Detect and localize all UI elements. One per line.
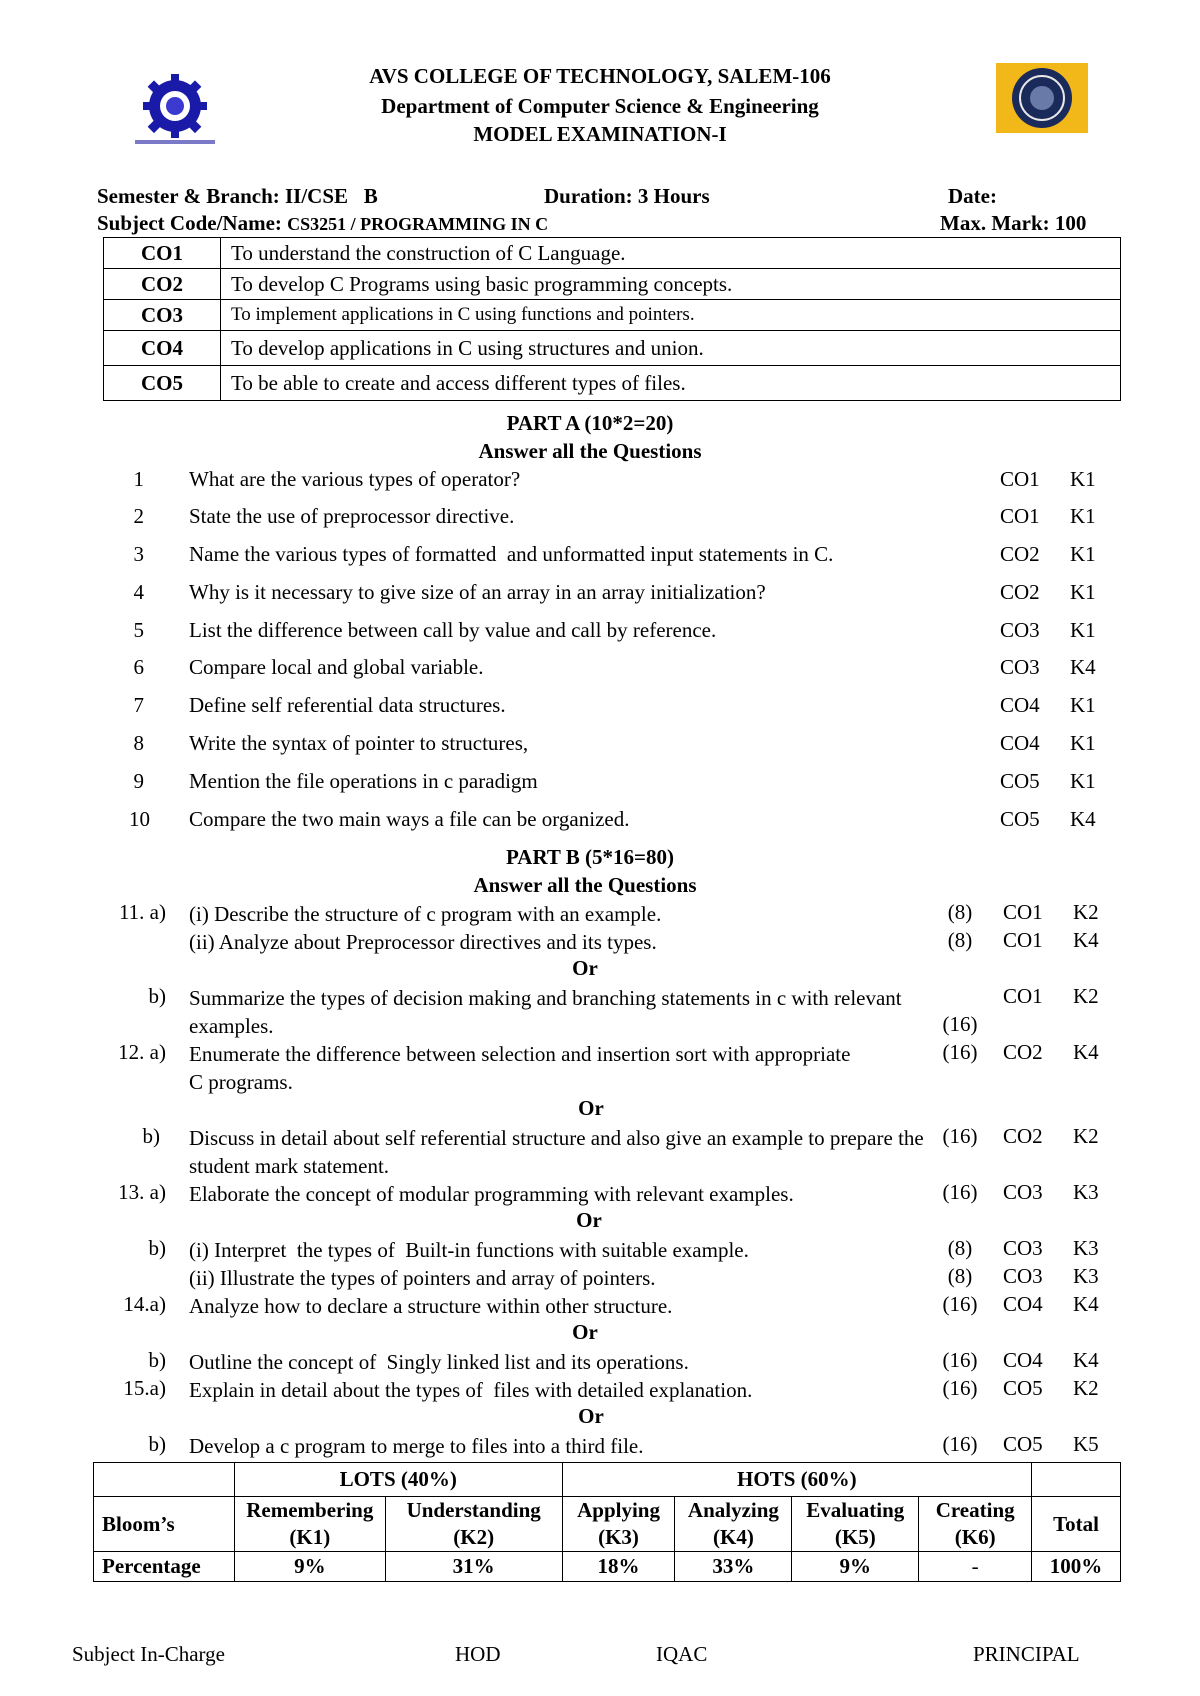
co-text: To implement applications in C using functions and pointers. (221, 300, 1121, 331)
question-k: K4 (1073, 928, 1099, 952)
question-text: Write the syntax of pointer to structures, (189, 731, 529, 755)
co-text: To develop C Programs using basic programming concepts. (221, 269, 1121, 300)
question-marks: (8) (947, 1264, 973, 1288)
co-text: To develop applications in C using structures and union. (221, 331, 1121, 366)
question-co: CO1 (1000, 467, 1040, 491)
question-marks: (16) (942, 1124, 978, 1148)
question-k: K1 (1070, 731, 1096, 755)
question-number: b) (148, 1432, 166, 1456)
or-separator: Or (572, 956, 598, 980)
blooms-row-label: Bloom’s (94, 1497, 235, 1552)
percent-value: 9% (792, 1552, 919, 1582)
level-code: (K5) (834, 1525, 876, 1549)
hod-signature: HOD (455, 1642, 501, 1666)
max-mark: Max. Mark: 100 (940, 211, 1087, 235)
question-co: CO4 (1003, 1348, 1043, 1372)
subject-incharge-signature: Subject In-Charge (72, 1642, 225, 1666)
part-a-title: PART A (10*2=20) (506, 411, 674, 435)
level-code: (K4) (713, 1525, 754, 1549)
or-separator: Or (578, 1404, 604, 1428)
co-row (104, 331, 1121, 366)
question-number: b) (142, 1124, 160, 1148)
co-row (104, 238, 1121, 269)
subject-label: Subject Code/Name: (97, 211, 282, 235)
question-number: 14.a) (123, 1292, 166, 1316)
question-marks: (16) (942, 1376, 978, 1400)
lots-header: LOTS (40%) (234, 1463, 562, 1497)
question-co: CO2 (1003, 1124, 1043, 1148)
question-number: b) (148, 1348, 166, 1372)
level-name: Creating (935, 1498, 1015, 1522)
question-number: 7 (133, 693, 144, 717)
question-marks: (16) (942, 1180, 978, 1204)
question-k: K1 (1070, 542, 1096, 566)
question-text: Compare local and global variable. (189, 655, 484, 679)
or-separator: Or (578, 1096, 604, 1120)
department-name: Department of Computer Science & Engineering (381, 94, 819, 118)
question-marks: (16) (942, 1432, 978, 1456)
question-co: CO3 (1003, 1264, 1043, 1288)
part-b-title: PART B (5*16=80) (506, 845, 674, 869)
percent-value: 18% (562, 1552, 675, 1582)
question-k: K4 (1073, 1292, 1099, 1316)
level-name: Applying (577, 1498, 660, 1522)
question-text: Outline the concept of Singly linked list and its operations. (189, 1350, 689, 1374)
question-text: Analyze how to declare a structure within other structure. (189, 1294, 673, 1318)
question-k: K3 (1073, 1264, 1099, 1288)
question-text: Name the various types of formatted and unformatted input statements in C. (189, 542, 834, 566)
question-co: CO5 (1000, 769, 1040, 793)
blooms-level (919, 1497, 1032, 1552)
question-marks: (8) (947, 928, 973, 952)
date-label: Date: (948, 184, 997, 208)
question-co: CO1 (1000, 504, 1040, 528)
question-text: Compare the two main ways a file can be organized. (189, 807, 630, 831)
question-text: Define self referential data structures. (189, 693, 506, 717)
question-number: 8 (133, 731, 144, 755)
empty-cell (1032, 1463, 1121, 1497)
question-co: CO5 (1000, 807, 1040, 831)
question-k: K4 (1073, 1040, 1099, 1064)
question-number: 10 (129, 807, 150, 831)
question-text: (i) Describe the structure of c program with an example. (189, 902, 662, 926)
question-co: CO3 (1003, 1180, 1043, 1204)
question-co: CO3 (1000, 618, 1040, 642)
question-text: Elaborate the concept of modular programming with relevant examples. (189, 1182, 794, 1206)
question-marks: (16) (942, 1292, 978, 1316)
percent-value: 31% (385, 1552, 562, 1582)
question-k: K5 (1073, 1432, 1099, 1456)
question-k: K4 (1073, 1348, 1099, 1372)
question-k: K1 (1070, 504, 1096, 528)
co-code: CO5 (104, 366, 221, 401)
exam-title: MODEL EXAMINATION-I (473, 122, 727, 146)
question-co: CO4 (1003, 1292, 1043, 1316)
question-number: 9 (133, 769, 144, 793)
percent-value: - (919, 1552, 1032, 1582)
total-value: 100% (1032, 1552, 1121, 1582)
question-k: K2 (1073, 1124, 1099, 1148)
question-number: 15.a) (123, 1376, 166, 1400)
question-text: Discuss in detail about self referential structure and also give an example to prepare the student mark statement. (189, 1126, 924, 1178)
co-row (104, 300, 1121, 331)
question-marks: (8) (947, 900, 973, 924)
part-a-instruction: Answer all the Questions (478, 439, 702, 463)
question-text: (ii) Analyze about Preprocessor directives and its types. (189, 930, 657, 954)
blooms-level (792, 1497, 919, 1552)
hots-header: HOTS (60%) (562, 1463, 1032, 1497)
question-text: List the difference between call by value and call by reference. (189, 618, 717, 642)
level-name: Analyzing (687, 1498, 779, 1522)
level-name: Evaluating (806, 1498, 905, 1522)
question-number: 2 (133, 504, 144, 528)
question-text: (ii) Illustrate the types of pointers and array of pointers. (189, 1266, 656, 1290)
question-co: CO4 (1000, 693, 1040, 717)
course-outcomes-table (103, 237, 1121, 401)
blooms-level-row (94, 1497, 1121, 1552)
subject-code-name (97, 211, 548, 236)
co-code: CO4 (104, 331, 221, 366)
co-row (104, 269, 1121, 300)
question-text: Mention the file operations in c paradigm (189, 769, 538, 793)
co-text: To be able to create and access different types of files. (221, 366, 1121, 401)
question-co: CO3 (1000, 655, 1040, 679)
level-name: Understanding (406, 1498, 541, 1522)
level-code: (K3) (598, 1525, 639, 1549)
question-co: CO5 (1003, 1376, 1043, 1400)
question-k: K2 (1073, 900, 1099, 924)
question-number: 3 (133, 542, 144, 566)
question-text: Enumerate the difference between selection and insertion sort with appropriate C programs. (189, 1042, 851, 1094)
co-code: CO3 (104, 300, 221, 331)
question-co: CO1 (1003, 928, 1043, 952)
question-number: 11. a) (118, 900, 166, 924)
blooms-group-row (94, 1463, 1121, 1497)
percent-value: 9% (234, 1552, 385, 1582)
question-k: K1 (1070, 618, 1096, 642)
question-k: K3 (1073, 1180, 1099, 1204)
question-co: CO3 (1003, 1236, 1043, 1260)
percent-value: 33% (675, 1552, 792, 1582)
question-text: Explain in detail about the types of files with detailed explanation. (189, 1378, 753, 1402)
level-code: (K2) (453, 1525, 495, 1549)
question-co: CO2 (1000, 542, 1040, 566)
question-number: 4 (133, 580, 144, 604)
question-marks: (16) (942, 1012, 978, 1036)
co-row (104, 366, 1121, 401)
question-k: K1 (1070, 769, 1096, 793)
question-text: Develop a c program to merge to files into a third file. (189, 1434, 644, 1458)
question-co: CO2 (1003, 1040, 1043, 1064)
question-number: 13. a) (118, 1180, 166, 1204)
question-k: K2 (1073, 984, 1099, 1008)
question-k: K2 (1073, 1376, 1099, 1400)
total-header: Total (1032, 1497, 1121, 1552)
question-co: CO1 (1003, 900, 1043, 924)
co-code: CO1 (104, 238, 221, 269)
question-text: State the use of preprocessor directive. (189, 504, 515, 528)
or-separator: Or (576, 1208, 602, 1232)
or-separator: Or (572, 1320, 598, 1344)
question-text: Why is it necessary to give size of an array in an array initialization? (189, 580, 766, 604)
part-b-instruction: Answer all the Questions (473, 873, 697, 897)
question-marks: (16) (942, 1348, 978, 1372)
question-co: CO1 (1003, 984, 1043, 1008)
question-k: K1 (1070, 467, 1096, 491)
college-name: AVS COLLEGE OF TECHNOLOGY, SALEM-106 (369, 64, 831, 88)
blooms-table (93, 1462, 1121, 1582)
level-code: (K6) (954, 1525, 996, 1549)
question-marks: (8) (947, 1236, 973, 1260)
empty-cell (94, 1463, 235, 1497)
iqac-signature: IQAC (656, 1642, 708, 1666)
blooms-percent-row (94, 1552, 1121, 1582)
question-number: 6 (133, 655, 144, 679)
principal-signature: PRINCIPAL (973, 1642, 1080, 1666)
question-text: What are the various types of operator? (189, 467, 521, 491)
level-name: Remembering (246, 1498, 374, 1522)
level-code: (K1) (289, 1525, 331, 1549)
question-number: b) (148, 984, 166, 1008)
question-k: K1 (1070, 580, 1096, 604)
question-co: CO2 (1000, 580, 1040, 604)
question-k: K1 (1070, 693, 1096, 717)
co-code: CO2 (104, 269, 221, 300)
question-number: 1 (133, 467, 144, 491)
co-text: To understand the construction of C Language. (221, 238, 1121, 269)
question-k: K4 (1070, 655, 1096, 679)
duration: Duration: 3 Hours (544, 184, 710, 208)
question-k: K3 (1073, 1236, 1099, 1260)
question-co: CO4 (1000, 731, 1040, 755)
question-co: CO5 (1003, 1432, 1043, 1456)
percentage-label: Percentage (94, 1552, 235, 1582)
subject-value: CS3251 / PROGRAMMING IN C (287, 214, 549, 234)
blooms-level (234, 1497, 385, 1552)
question-number: 12. a) (118, 1040, 166, 1064)
question-number: b) (148, 1236, 166, 1260)
question-marks: (16) (942, 1040, 978, 1064)
question-number: 5 (133, 618, 144, 642)
blooms-level (385, 1497, 562, 1552)
semester-branch: Semester & Branch: II/CSE B (97, 184, 378, 208)
question-k: K4 (1070, 807, 1096, 831)
blooms-level (562, 1497, 675, 1552)
question-text: (i) Interpret the types of Built-in functions with suitable example. (189, 1238, 749, 1262)
question-text: Summarize the types of decision making and branching statements in c with relevant examples. (189, 986, 902, 1038)
blooms-level (675, 1497, 792, 1552)
